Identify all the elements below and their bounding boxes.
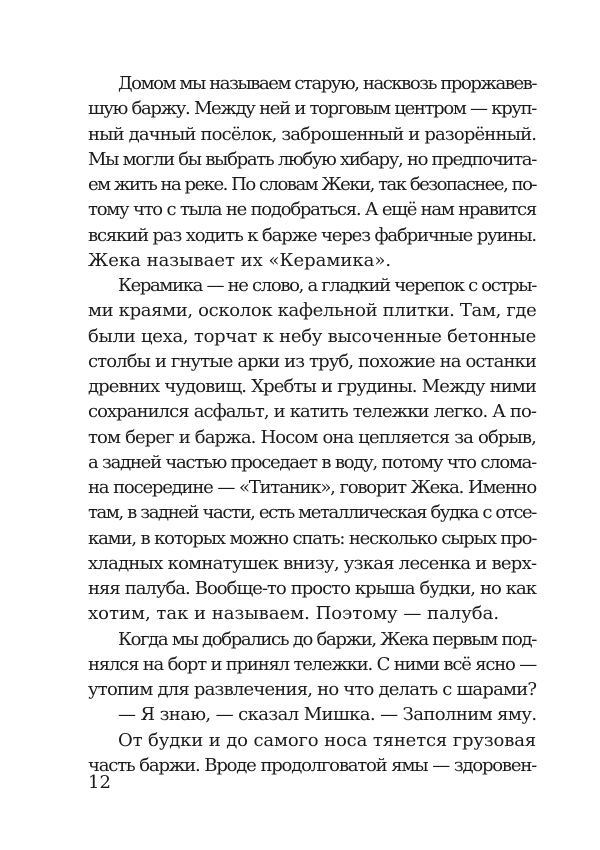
text-line: няя палуба. Вообще-то просто крыша будки, но как [88,578,536,599]
text-line: ный дачный посёлок, заброшенный и разорённый. [88,123,537,145]
text-line: том берег и баржа. Носом она цепляется за обрыв, [88,426,536,448]
text-line: сохранился асфальт, и катить тележки легко. А по- [88,401,536,423]
text-line: Мы могли бы выбрать любую хибару, но предпочита- [88,148,536,170]
text-line: От будки и до самого носа тянется грузовая [118,729,536,751]
body-text [88,71,536,778]
text-line: Керамика — не слово, а гладкий черепок с остры- [118,275,536,296]
text-line: — Я знаю, — сказал Мишка. — Заполним яму. [118,704,537,726]
text-line: нялся на борт и принял тележки. С ними всё ясно — [88,653,536,675]
text-line: там, в задней части, есть металлическая будка с отсе- [88,502,536,524]
text-line: Жека называет их «Керамика». [88,249,392,271]
text-line: на посередине — «Титаник», говорит Жека. Именно [88,477,536,498]
text-line: хладных комнатушек внизу, узкая лесенка и верх- [88,552,537,574]
text-line: ем жить на реке. По словам Жеки, так безопаснее, по- [88,174,536,195]
text-line: тому что с тыла не подобраться. А ещё нам нравится [88,199,536,221]
text-line: Когда мы добрались до баржи, Жека первым под- [118,628,536,650]
page-number: 12 [88,772,111,793]
text-line: ками, в которых можно спать: несколько сырых про- [88,527,537,549]
text-line: шую баржу. Между ней и торговым центром — круп- [88,98,536,120]
text-line: ми краями, осколок кафельной плитки. Там, где [88,300,537,322]
text-line: хотим, так и называем. Поэтому — палуба. [88,603,500,625]
text-line: часть баржи. Вроде продолговатой ямы — здоровен- [88,754,536,776]
text-line: а задней частью проседает в воду, потому что слома- [88,451,536,473]
text-line: Домом мы называем старую, насквозь проржавев- [118,73,536,94]
text-line: столбы и гнутые арки из труб, похожие на останки [88,350,536,372]
text-line: всякий раз ходить к барже через фабричные руины. [88,224,536,246]
text-line: утопим для развлечения, но что делать с шарами? [88,679,537,700]
text-line: были цеха, торчат к небу высоченные бетонные [88,325,536,347]
text-line: древних чудовищ. Хребты и грудины. Между ними [88,376,536,397]
